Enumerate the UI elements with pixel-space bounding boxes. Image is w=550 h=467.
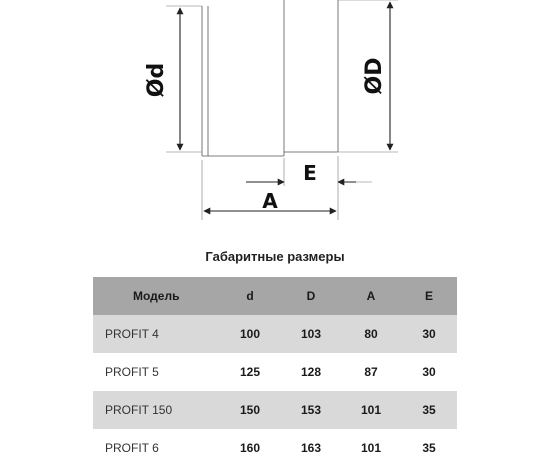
cell-D: 103 bbox=[281, 315, 341, 353]
part-outline bbox=[202, 0, 338, 156]
cell-E: 35 bbox=[401, 391, 457, 429]
d-label: Ød bbox=[144, 62, 169, 98]
E-label: E bbox=[303, 161, 317, 185]
header-A: A bbox=[341, 277, 401, 315]
cell-model: PROFIT 150 bbox=[93, 391, 219, 429]
cell-model: PROFIT 6 bbox=[105, 441, 159, 455]
header-d: d bbox=[219, 277, 281, 315]
header-E: E bbox=[401, 277, 457, 315]
extension-lines bbox=[166, 0, 398, 220]
dimensions-table bbox=[93, 277, 457, 467]
dimension-lines bbox=[180, 2, 390, 211]
table-row bbox=[93, 429, 457, 467]
cell-d: 150 bbox=[219, 391, 281, 429]
cell-E: 30 bbox=[422, 365, 436, 379]
cell-D: 128 bbox=[300, 365, 322, 379]
table-row bbox=[93, 391, 457, 429]
cell-d: 160 bbox=[239, 441, 261, 455]
cell-E: 30 bbox=[401, 315, 457, 353]
header-D: D bbox=[281, 277, 341, 315]
cell-A: 101 bbox=[360, 441, 382, 455]
cell-D: 153 bbox=[281, 391, 341, 429]
cell-A: 101 bbox=[341, 391, 401, 429]
D-label: ØD bbox=[362, 57, 387, 95]
cell-E: 35 bbox=[422, 441, 436, 455]
cell-D: 163 bbox=[300, 441, 322, 455]
cell-model: PROFIT 5 bbox=[105, 365, 159, 379]
table-title: Габаритные размеры bbox=[205, 249, 345, 264]
cell-d: 100 bbox=[219, 315, 281, 353]
cell-A: 87 bbox=[364, 365, 378, 379]
cell-model: PROFIT 4 bbox=[93, 315, 219, 353]
cell-d: 125 bbox=[239, 365, 261, 379]
table-row bbox=[93, 315, 457, 353]
table-row bbox=[93, 353, 457, 391]
header-model: Модель bbox=[93, 277, 219, 315]
table-header-row bbox=[93, 277, 457, 315]
cell-A: 80 bbox=[341, 315, 401, 353]
A-label: A bbox=[262, 189, 278, 213]
